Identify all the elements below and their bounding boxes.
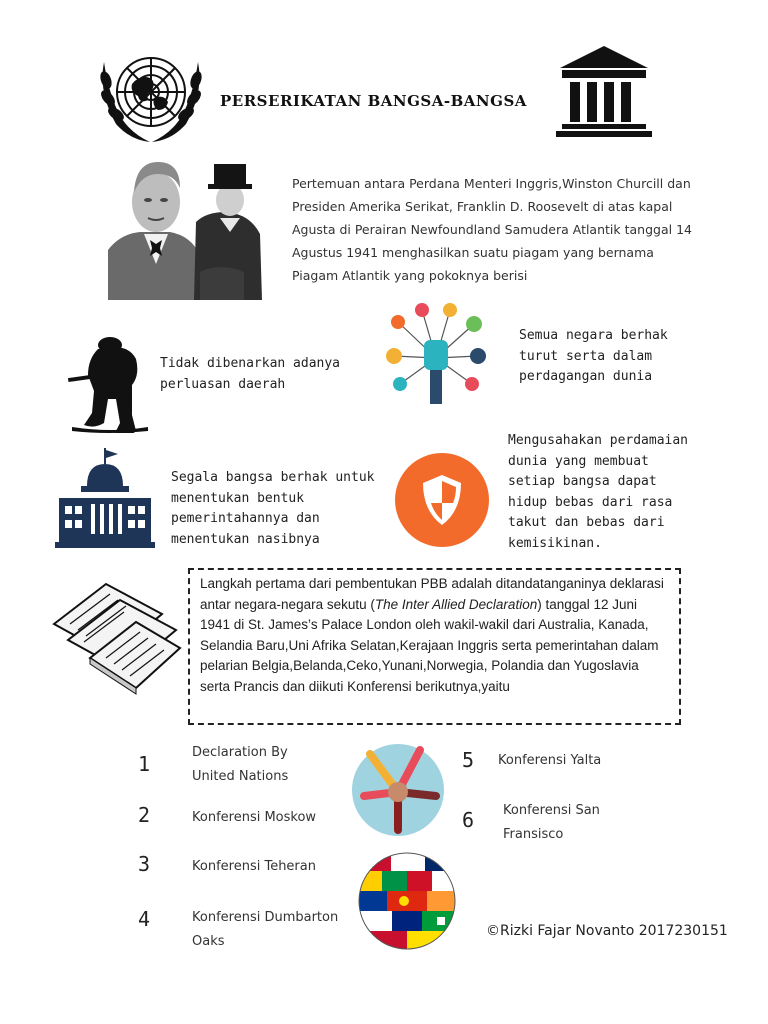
declaration-text-continued: ) tanggal 12 Juni 1941 di St. James’s Palace London oleh wakil-wakil dari Australia, Kanada, Selandia Baru,Uni Afrika Selatan,Kerajaan Inggris serta pemerintahan dalam pelarian Belgia,Belanda,Ceko,Yunani,Norwegia, Polandia dan Yugoslavia serta Prancis dan diikuti Konferensi berikutnya,yaitu: [200, 596, 659, 694]
declaration-italic: The Inter Allied Declaration: [374, 596, 538, 612]
soldier-icon: [68, 335, 152, 433]
trade-icon: [380, 300, 492, 410]
declaration-text: Langkah pertama dari pembentukan PBB adalah ditandatanganinya deklarasi antar negara-negara sekutu (: [200, 576, 664, 612]
point-text: Mengusahakan perdamaian dunia yang membuat setiap bangsa dapat hidup bebas dari rasa takut dan bebas dari kemisikinan.: [508, 433, 689, 551]
shield-icon: [395, 453, 489, 547]
conference-label: Konferensi Moskow: [192, 810, 317, 825]
documents-icon: [50, 580, 184, 700]
point-text: Tidak dibenarkan adanya perluasan daerah: [160, 356, 341, 392]
conference-label: Konferensi Teheran: [192, 859, 316, 874]
conference-label: Konferensi Yalta: [498, 753, 602, 768]
conference-label: Konferensi San Fransisco: [503, 803, 600, 842]
conference-number: 2: [138, 803, 151, 827]
unity-hands-icon: [350, 740, 446, 838]
conference-number: 4: [138, 907, 151, 931]
intro-text: Pertemuan antara Perdana Menteri Inggris,Winston Churcill dan Presiden Amerika Serikat, Franklin D. Roosevelt di atas kapal Agusta di Perairan Newfoundland Samudera Atlantik tanggal 14 Agustus 1941 menghasilkan suatu piagam yang bernama Piagam Atlantik yang pokoknya berisi: [292, 176, 692, 283]
conference-number: 6: [462, 808, 475, 832]
roosevelt-churchill-photo: [108, 152, 266, 300]
author-credit: ©Rizki Fajar Novanto 2017230151: [486, 923, 728, 939]
page-title: PERSERIKATAN BANGSA-BANGSA: [220, 92, 527, 110]
columns-building-icon: [556, 44, 652, 138]
un-emblem-icon: [92, 42, 210, 146]
point-text: Segala bangsa berhak untuk menentukan bentuk pemerintahannya dan menentukan nasibnya: [171, 470, 375, 547]
point-text: Semua negara berhak turut serta dalam perdagangan dunia: [519, 328, 668, 384]
conference-label: Declaration By United Nations: [192, 745, 289, 784]
flags-globe-icon: [357, 851, 457, 951]
declaration-box: [188, 568, 681, 725]
conference-label: Konferensi Dumbarton Oaks: [192, 910, 339, 949]
conference-number: 5: [462, 748, 475, 772]
conference-number: 3: [138, 852, 151, 876]
capitol-icon: [55, 448, 155, 548]
conference-number: 1: [138, 752, 151, 776]
